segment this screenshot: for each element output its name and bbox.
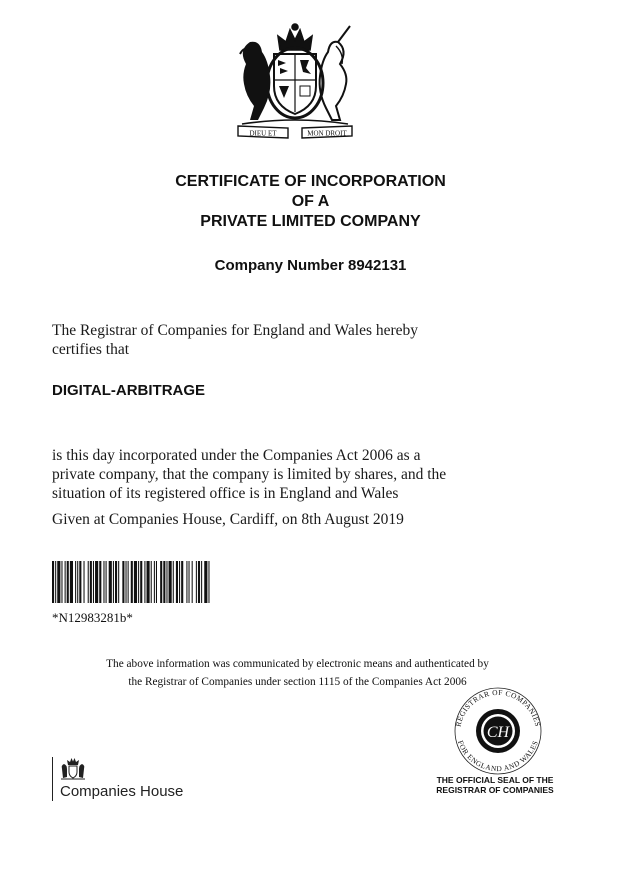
barcode-bar — [176, 561, 178, 603]
barcode-bar — [147, 561, 150, 603]
seal-caption-line-1: THE OFFICIAL SEAL OF THE — [436, 775, 554, 785]
company-name: DIGITAL-ARBITRAGE — [52, 382, 206, 399]
company-number: Company Number 8942131 — [214, 257, 407, 274]
barcode-bar — [156, 561, 157, 603]
barcode-bar — [67, 561, 69, 603]
seal-ring-text-bottom: FOR ENGLAND AND WALES — [455, 739, 541, 774]
given-statement: Given at Companies House, Cardiff, on 8th August 2019 — [52, 511, 404, 528]
barcode-bar — [109, 561, 112, 603]
barcode-bar — [84, 561, 85, 603]
barcode-bar — [166, 561, 167, 603]
barcode-bar — [93, 561, 94, 603]
barcode-bar — [61, 561, 62, 603]
certificate-title-line-1: CERTIFICATE OF INCORPORATION — [175, 173, 446, 190]
barcode-bar — [179, 561, 180, 603]
barcode-bar — [95, 561, 98, 603]
barcode-bar — [122, 561, 124, 603]
royal-coat-of-arms — [228, 20, 362, 142]
seal-monogram: CH — [486, 724, 510, 741]
barcode-bar — [90, 561, 92, 603]
barcode-bar — [160, 561, 162, 603]
barcode-bar — [77, 561, 78, 603]
official-seal — [443, 685, 553, 775]
barcode-bar — [181, 561, 183, 603]
barcode-bar — [88, 561, 89, 603]
barcode-bar — [198, 561, 200, 603]
barcode-bar — [138, 561, 139, 603]
barcode-bar — [140, 561, 142, 603]
seal-caption-line-2: REGISTRAR OF COMPANIES — [436, 785, 554, 795]
barcode-bar — [173, 561, 174, 603]
barcode-bar — [106, 561, 107, 603]
barcode-reference: *N12983281b* — [52, 610, 133, 625]
incorporation-statement: is this day incorporated under the Companies Act 2006 as a private company, that the company is limited by shares, and the situation of its registered office is in England and Wales — [52, 447, 447, 502]
barcode-bar — [151, 561, 152, 603]
barcode-bar — [103, 561, 104, 603]
barcode-bar — [99, 561, 101, 603]
companies-house-logo-rule — [52, 757, 53, 801]
barcode-bar — [57, 561, 60, 603]
authentication-notice-line-1: The above information was communicated by electronic means and authenticated by — [106, 658, 489, 670]
barcode-bar — [55, 561, 56, 603]
barcode-bar — [52, 561, 54, 603]
barcode-bar — [115, 561, 117, 603]
barcode-bar — [154, 561, 155, 603]
barcode-bar — [118, 561, 119, 603]
barcode-bar — [204, 561, 207, 603]
barcode-bar — [134, 561, 137, 603]
barcode-bar — [113, 561, 114, 603]
barcode-bar — [186, 561, 187, 603]
barcode-bar — [192, 561, 193, 603]
barcode-bar — [128, 561, 129, 603]
seal-ring-text-top: REGISTRAR OF COMPANIES — [453, 687, 543, 728]
barcode-bar — [126, 561, 127, 603]
barcode-bar — [169, 561, 172, 603]
barcode-bar — [144, 561, 145, 603]
motto-left: DIEU ET — [249, 129, 277, 138]
barcode — [52, 561, 290, 603]
barcode-bar — [131, 561, 133, 603]
companies-house-brand: Companies House — [60, 783, 184, 800]
barcode-bar — [79, 561, 81, 603]
certificate-title-line-2: OF A — [291, 193, 330, 210]
barcode-bar — [189, 561, 190, 603]
authentication-notice-line-2: the Registrar of Companies under section 1115 of the Companies Act 2006 — [128, 676, 467, 688]
certify-statement: The Registrar of Companies for England and Wales hereby certifies that — [52, 322, 419, 358]
barcode-bar — [208, 561, 209, 603]
motto-right: MON DROIT — [307, 129, 347, 138]
barcode-bar — [75, 561, 76, 603]
barcode-bar — [65, 561, 66, 603]
barcode-bar — [70, 561, 73, 603]
barcode-bar — [163, 561, 165, 603]
barcode-bar — [196, 561, 197, 603]
certificate-title-line-3: PRIVATE LIMITED COMPANY — [200, 213, 421, 230]
companies-house-crest-icon — [58, 757, 88, 781]
barcode-bar — [201, 561, 202, 603]
